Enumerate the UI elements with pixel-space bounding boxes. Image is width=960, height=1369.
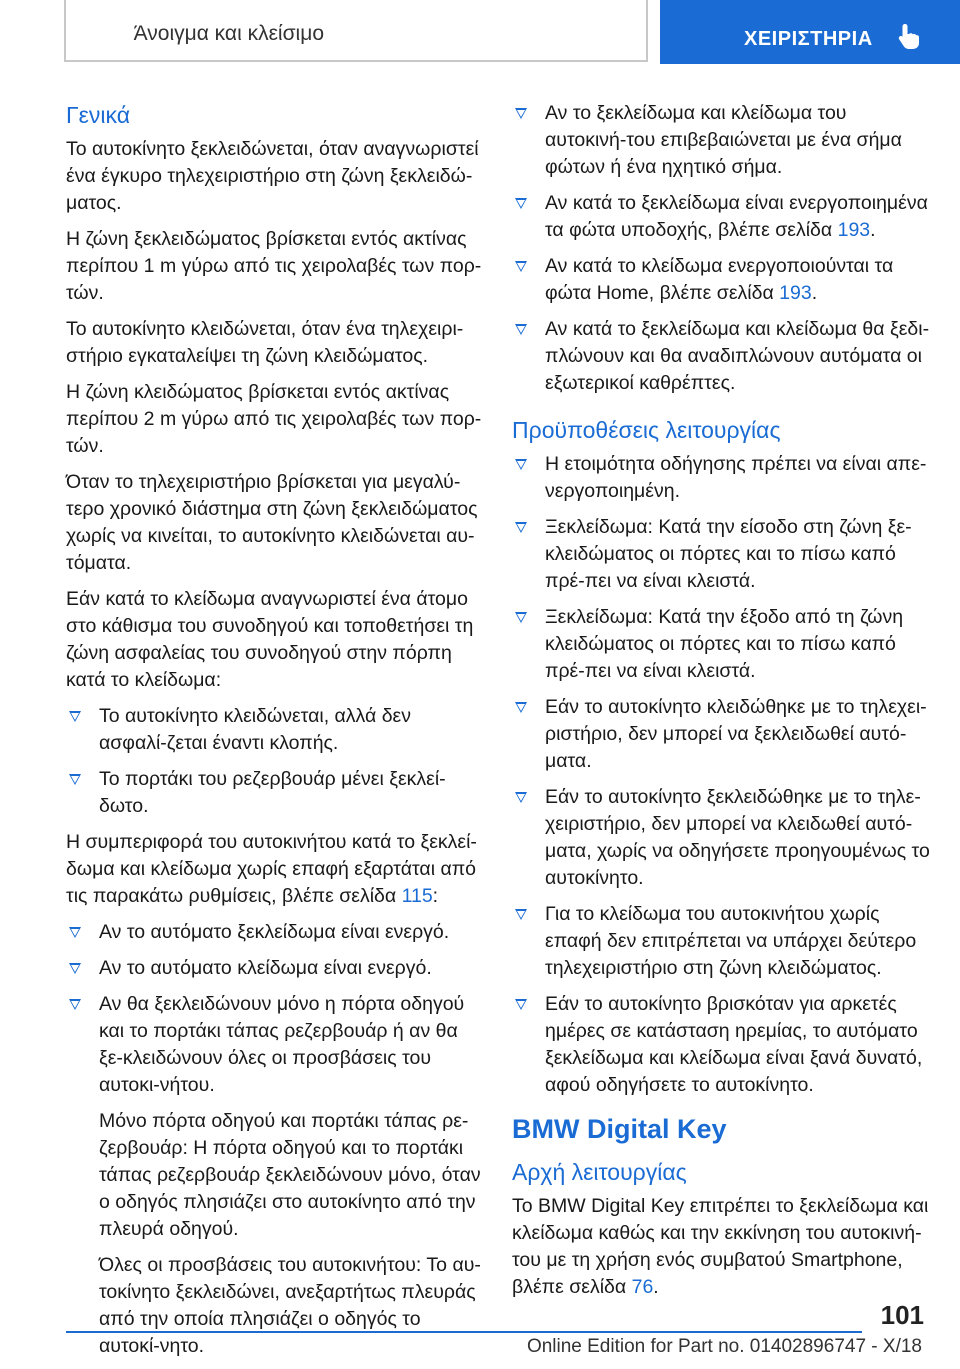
footer-divider — [66, 1331, 862, 1333]
bullet-triangle-icon — [69, 963, 81, 974]
list-item-text: Αν κατά το ξεκλείδωμα είναι ενεργοποιημένα τα φώτα υποδοχής, βλέπε σελίδα — [545, 192, 928, 241]
list-item — [66, 703, 482, 757]
list-item-text: Το πορτάκι του ρεζερβουάρ μένει ξεκλεί-δωτο. — [99, 768, 446, 817]
paragraph — [66, 829, 482, 910]
list-item-text: Η ετοιμότητα οδήγησης πρέπει να είναι απε-νεργοποιημένη. — [545, 453, 927, 502]
list-item-text: Αν το αυτόματο κλείδωμα είναι ενεργό. — [99, 957, 432, 979]
bullet-triangle-icon — [515, 198, 527, 209]
page-link-193[interactable]: 193 — [779, 282, 812, 304]
list-item-text: Το αυτοκίνητο κλειδώνεται, αλλά δεν ασφαλί-ζεται έναντι κλοπής. — [99, 705, 411, 754]
list-item — [512, 190, 930, 244]
list-item-text: Ξεκλείδωμα: Κατά την είσοδο στη ζώνη ξε-κλειδώματος οι πόρτες και το πίσω καπό πρέ-πει να είναι κλειστά. — [545, 516, 912, 592]
list-item-text: Αν το αυτόματο ξεκλείδωμα είναι ενεργό. — [99, 921, 450, 943]
page-link-76[interactable]: 76 — [631, 1276, 654, 1298]
list-item-text: Αν κατά το ξεκλείδωμα και κλείδωμα θα ξεδι-πλώνουν και θα αναδιπλώνουν αυτόματα οι εξωτερικοί καθρέπτες. — [545, 318, 930, 394]
heading-general: Γενικά — [66, 102, 131, 128]
paragraph-text: : — [432, 885, 439, 907]
paragraph: Το αυτοκίνητο κλειδώνεται, όταν ένα τηλεχειρι-στήριο εγκαταλείψει τη ζώνη κλειδώματος. — [66, 318, 464, 367]
list-item-text: Αν κατά το κλείδωμα ενεργοποιούνται τα φώτα Home, βλέπε σελίδα — [545, 255, 894, 304]
list-item — [512, 316, 930, 397]
paragraph: Όταν το τηλεχειριστήριο βρίσκεται για μεγαλύ-τερο χρονικό διάστημα στη ζώνη ξεκλειδώματος χωρίς να κινείται, το αυτοκίνητο κλειδώνεται αυ-τόματα. — [66, 471, 478, 574]
list-item-text: Αν θα ξεκλειδώνουν μόνο η πόρτα οδηγού και το πορτάκι τάπας ρεζερβουάρ ή αν θα ξε-κλειδώνουν όλες οι προσβάσεις του αυτοκι-νήτου. — [99, 993, 465, 1096]
list-item-text: Εάν το αυτοκίνητο βρισκόταν για αρκετές ημέρες σε κατάσταση ηρεμίας, το αυτόματο ξεκλείδωμα και κλείδωμα είναι ξανά δυνατό, αφού οδηγήσετε το αυτοκίνητο. — [545, 993, 923, 1096]
footer-edition: Online Edition for Part no. 01402896747 - X/18 — [526, 1336, 922, 1357]
list-item — [512, 784, 930, 892]
left-column — [66, 100, 482, 1369]
paragraph: Εάν κατά το κλείδωμα αναγνωριστεί ένα άτομο στο κάθισμα του συνοδηγού και τοποθετήσει τη ζώνη ασφαλείας του συνοδηγού στην πόρπη κατά το κλείδωμα: — [66, 588, 474, 691]
bullet-triangle-icon — [515, 702, 527, 713]
bullet-triangle-icon — [515, 324, 527, 335]
bullet-triangle-icon — [515, 999, 527, 1010]
bullet-triangle-icon — [515, 909, 527, 920]
list-item-text: . — [811, 282, 818, 304]
page-number: 101 — [880, 1300, 924, 1330]
list-item-text: Εάν το αυτοκίνητο κλειδώθηκε με το τηλεχει-ριστήριο, δεν μπορεί να ξεκλειδωθεί αυτό-ματα. — [545, 696, 927, 772]
page-header — [0, 0, 960, 64]
hand-pointer-icon — [896, 22, 922, 50]
list-item-text: Εάν το αυτοκίνητο ξεκλειδώθηκε με το τηλε-χειριστήριο, δεν μπορεί να κλειδωθεί αυτό-ματα, χωρίς να οδηγήσετε προηγουμένως το αυτοκίνητο. — [545, 786, 930, 889]
list-item-text: Αν το ξεκλείδωμα και κλείδωμα του αυτοκινή-του επιβεβαιώνεται με ένα σήμα φώτων ή ένα ηχητικό σήμα. — [545, 102, 902, 178]
bullet-triangle-icon — [515, 108, 527, 119]
list-item — [512, 253, 930, 307]
bullet-triangle-icon — [69, 999, 81, 1010]
list-item-text: . — [870, 219, 876, 241]
list-item — [66, 991, 482, 1099]
list-item — [512, 604, 930, 685]
paragraph-text: Το BMW Digital Key επιτρέπει το ξεκλείδωμα και κλείδωμα καθώς και την εκκίνηση του αυτοκινή-του με τη χρήση ενός συμβατού Smartphone, βλέπε σελίδα — [512, 1195, 929, 1298]
list-item — [66, 919, 482, 946]
paragraph-text: Η συμπεριφορά του αυτοκινήτου κατά το ξεκλεί-δωμα και κλείδωμα χωρίς επαφή εξαρτάται από τις παρακάτω ρυθμίσεις, βλέπε σελίδα — [66, 831, 477, 907]
bullet-triangle-icon — [515, 459, 527, 470]
bullet-triangle-icon — [69, 711, 81, 722]
bullet-triangle-icon — [515, 612, 527, 623]
bullet-triangle-icon — [515, 522, 527, 533]
right-column — [512, 100, 930, 1310]
list-item — [512, 451, 930, 505]
paragraph-text: . — [653, 1276, 659, 1298]
list-item — [66, 766, 482, 820]
page-link-193[interactable]: 193 — [837, 219, 871, 241]
section-title: Άνοιγμα και κλείσιμο — [133, 22, 324, 45]
paragraph — [512, 1193, 930, 1301]
bullet-triangle-icon — [69, 927, 81, 938]
paragraph: Η ζώνη ξεκλειδώματος βρίσκεται εντός ακτίνας περίπου 1 m γύρω από τις χειρολαβές των πορ-τών. — [66, 228, 482, 304]
bullet-triangle-icon — [515, 261, 527, 272]
chapter-tab-label: ΧΕΙΡΙΣΤΗΡΙΑ — [744, 28, 873, 50]
list-item — [512, 100, 930, 181]
list-item — [512, 901, 930, 982]
bullet-triangle-icon — [515, 792, 527, 803]
chapter-tab[interactable] — [660, 0, 960, 64]
sub-paragraph: Όλες οι προσβάσεις του αυτοκινήτου: Το αυ-τοκίνητο ξεκλειδώνει, ανεξαρτήτως πλευράς από την οποία πλησιάζει ο οδηγός το αυτοκί-νητο. — [99, 1254, 481, 1357]
list-item — [66, 955, 482, 982]
heading-prerequisites: Προϋποθέσεις λειτουργίας — [512, 417, 781, 443]
sub-paragraph: Μόνο πόρτα οδηγού και πορτάκι τάπας ρε-ζερβουάρ: Η πόρτα οδηγού και το πορτάκι τάπας ρεζερβουάρ ξεκλειδώνουν μόνο, όταν ο οδηγός πλησιάζει στο αυτοκίνητο από την πλευρά οδηγού. — [99, 1110, 481, 1240]
paragraph: Το αυτοκίνητο ξεκλειδώνεται, όταν αναγνωριστεί ένα έγκυρο τηλεχειριστήριο στη ζώνη ξεκλειδώ-ματος. — [66, 138, 479, 214]
heading-principle: Αρχή λειτουργίας — [512, 1159, 687, 1185]
list-item-text: Ξεκλείδωμα: Κατά την έξοδο από τη ζώνη κλειδώματος οι πόρτες και το πίσω καπό πρέ-πει να είναι κλειστά. — [545, 606, 904, 682]
page-link-115[interactable]: 115 — [401, 885, 433, 907]
paragraph: Η ζώνη κλειδώματος βρίσκεται εντός ακτίνας περίπου 2 m γύρω από τις χειρολαβές των πορ-τών. — [66, 381, 482, 457]
header-section-box — [64, 0, 648, 62]
heading-bmw-digital-key: BMW Digital Key — [512, 1114, 727, 1144]
bullet-triangle-icon — [69, 774, 81, 785]
list-item — [512, 991, 930, 1099]
list-item-text: Για το κλείδωμα του αυτοκινήτου χωρίς επαφή δεν επιτρέπεται να υπάρχει δεύτερο τηλεχειριστήριο στη ζώνη κλειδώματος. — [545, 903, 917, 979]
list-item — [512, 694, 930, 775]
list-item — [512, 514, 930, 595]
